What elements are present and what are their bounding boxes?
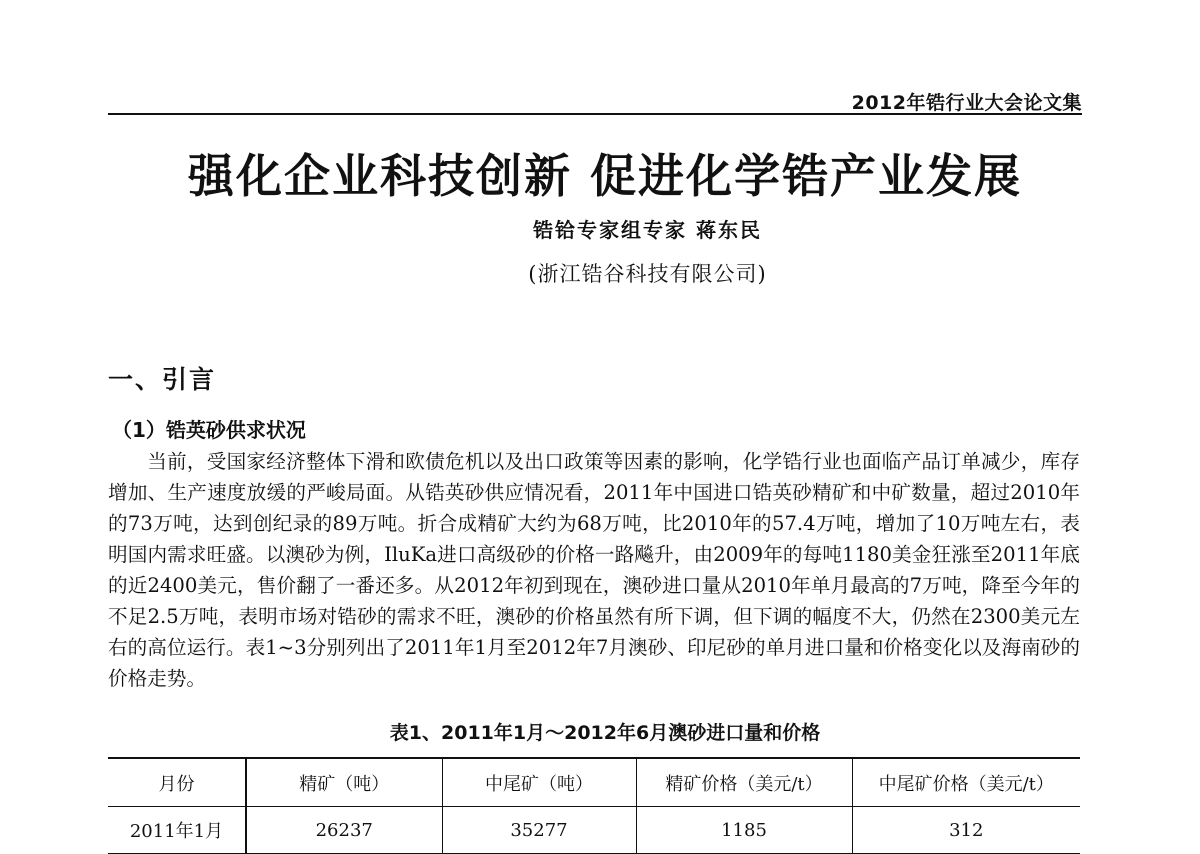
cell-concentrate: 26237: [246, 807, 442, 854]
column-header-concentrate: 精矿（吨）: [246, 758, 442, 807]
table-row: [108, 807, 1080, 854]
author-line: 锆铪专家组专家 蒋东民: [533, 218, 762, 242]
section-heading: 一、引言: [108, 365, 217, 394]
collection-title: 2012年锆行业大会论文集: [851, 92, 1082, 114]
import-table: [108, 757, 1080, 854]
paper-title: 强化企业科技创新 促进化学锆产业发展: [187, 149, 1022, 203]
cell-concentrate-price: 1185: [636, 807, 852, 854]
table-caption: 表1、2011年1月～2012年6月澳砂进口量和价格: [389, 722, 821, 744]
column-header-middlings-price: 中尾矿价格（美元/t）: [852, 758, 1080, 807]
cell-month: 2011年1月: [108, 807, 246, 854]
column-header-concentrate-price: 精矿价格（美元/t）: [636, 758, 852, 807]
subsection-heading: （1）锆英砂供求状况: [112, 418, 306, 442]
affiliation: (浙江锆谷科技有限公司): [528, 262, 767, 286]
table-header-row: [108, 758, 1080, 807]
column-header-middlings: 中尾矿（吨）: [442, 758, 636, 807]
body-paragraph: 当前，受国家经济整体下滑和欧债危机以及出口政策等因素的影响，化学锆行业也面临产品订单减少，库存增加、生产速度放缓的严峻局面。从锆英砂供应情况看，2011年中国进口锆英砂精矿和中矿数量，超过2010年的73万吨，达到创纪录的89万吨。折合成精矿大约为68万吨，比2010年的57.4万吨，增加了10万吨左右，表明国内需求旺盛。以澳砂为例，IluKa进口高级砂的价格一路飚升，由2009年的每吨1180美金狂涨至2011年底的近2400美元，售价翻了一番还多。从2012年初到现在，澳砂进口量从2010年单月最高的7万吨，降至今年的不足2.5万吨，表明市场对锆砂的需求不旺，澳砂的价格虽然有所下调，但下调的幅度不大，仍然在2300美元左右的高位运行。表1~3分别列出了2011年1月至2012年7月澳砂、印尼砂的单月进口量和价格变化以及海南砂的价格走势。: [108, 450, 1080, 690]
cell-middlings: 35277: [442, 807, 636, 854]
column-header-month: 月份: [108, 758, 246, 807]
header-rule: [108, 113, 1082, 115]
cell-middlings-price: 312: [852, 807, 1080, 854]
